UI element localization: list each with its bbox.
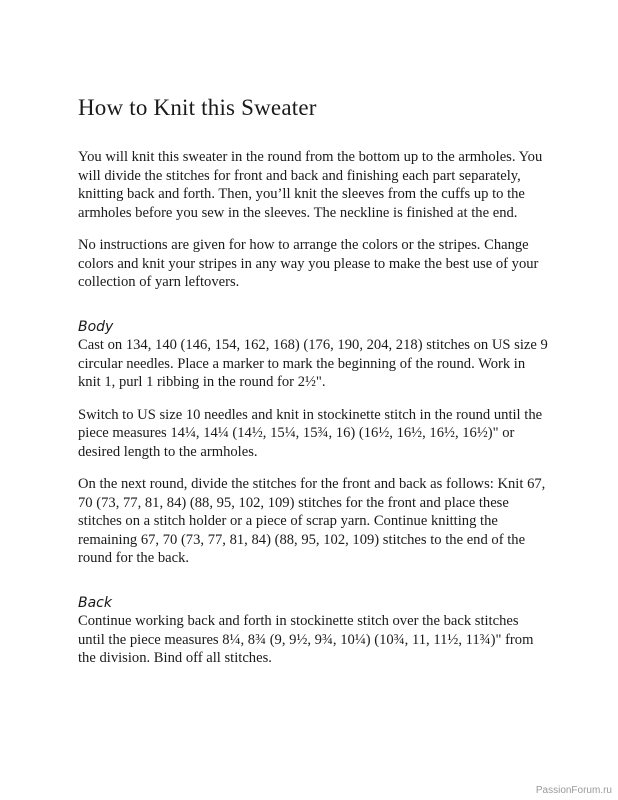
watermark: PassionForum.ru — [535, 785, 612, 796]
body-paragraph-2: Switch to US size 10 needles and knit in stockinette stitch in the round until the piece measures 14¼, 14¼ (14½, 15¼, 15¾, 16) (16½, 16½, 16½, 16½)" or desired length to the armholes. — [78, 406, 543, 460]
back-section-heading: Back — [78, 594, 112, 611]
body-paragraph-1: Cast on 134, 140 (146, 154, 162, 168) (176, 190, 204, 218) stitches on US size 9 circular needles. Place a marker to mark the beginning of the round. Work in knit 1, purl 1 ribbing in the round for 2½". — [78, 337, 548, 390]
intro-paragraph-2: No instructions are given for how to arrange the colors or the stripes. Change colors and knit your stripes in any way you please to make the best use of your collection of yarn leftovers. — [78, 237, 539, 290]
page-title: How to Knit this Sweater — [78, 95, 317, 120]
intro-paragraph-1: You will knit this sweater in the round from the bottom up to the armholes. You will divide the stitches for front and back and finishing each part separately, knitting back and forth. Then, you’ll knit the sleeves from the cuffs up to the armholes before you sew in the sleeves. The neckline is finished at the end. — [78, 149, 543, 221]
back-paragraph-1: Continue working back and forth in stockinette stitch over the back stitches until the piece measures 8¼, 8¾ (9, 9½, 9¾, 10¼) (10¾, 11, 11½, 11¾)" from the division. Bind off all stitches. — [78, 613, 534, 666]
body-section-heading: Body — [78, 318, 114, 335]
document-page — [78, 94, 548, 682]
body-paragraph-3: On the next round, divide the stitches for the front and back as follows: Knit 67, 70 (73, 77, 81, 84) (88, 95, 102, 109) stitches for the front and place these stitches on a stitch holder or a piece of scrap yarn. Continue knitting the remaining 67, 70 (73, 77, 81, 84) (88, 95, 102, 109) stitches to the end of the round for the back. — [78, 476, 546, 566]
